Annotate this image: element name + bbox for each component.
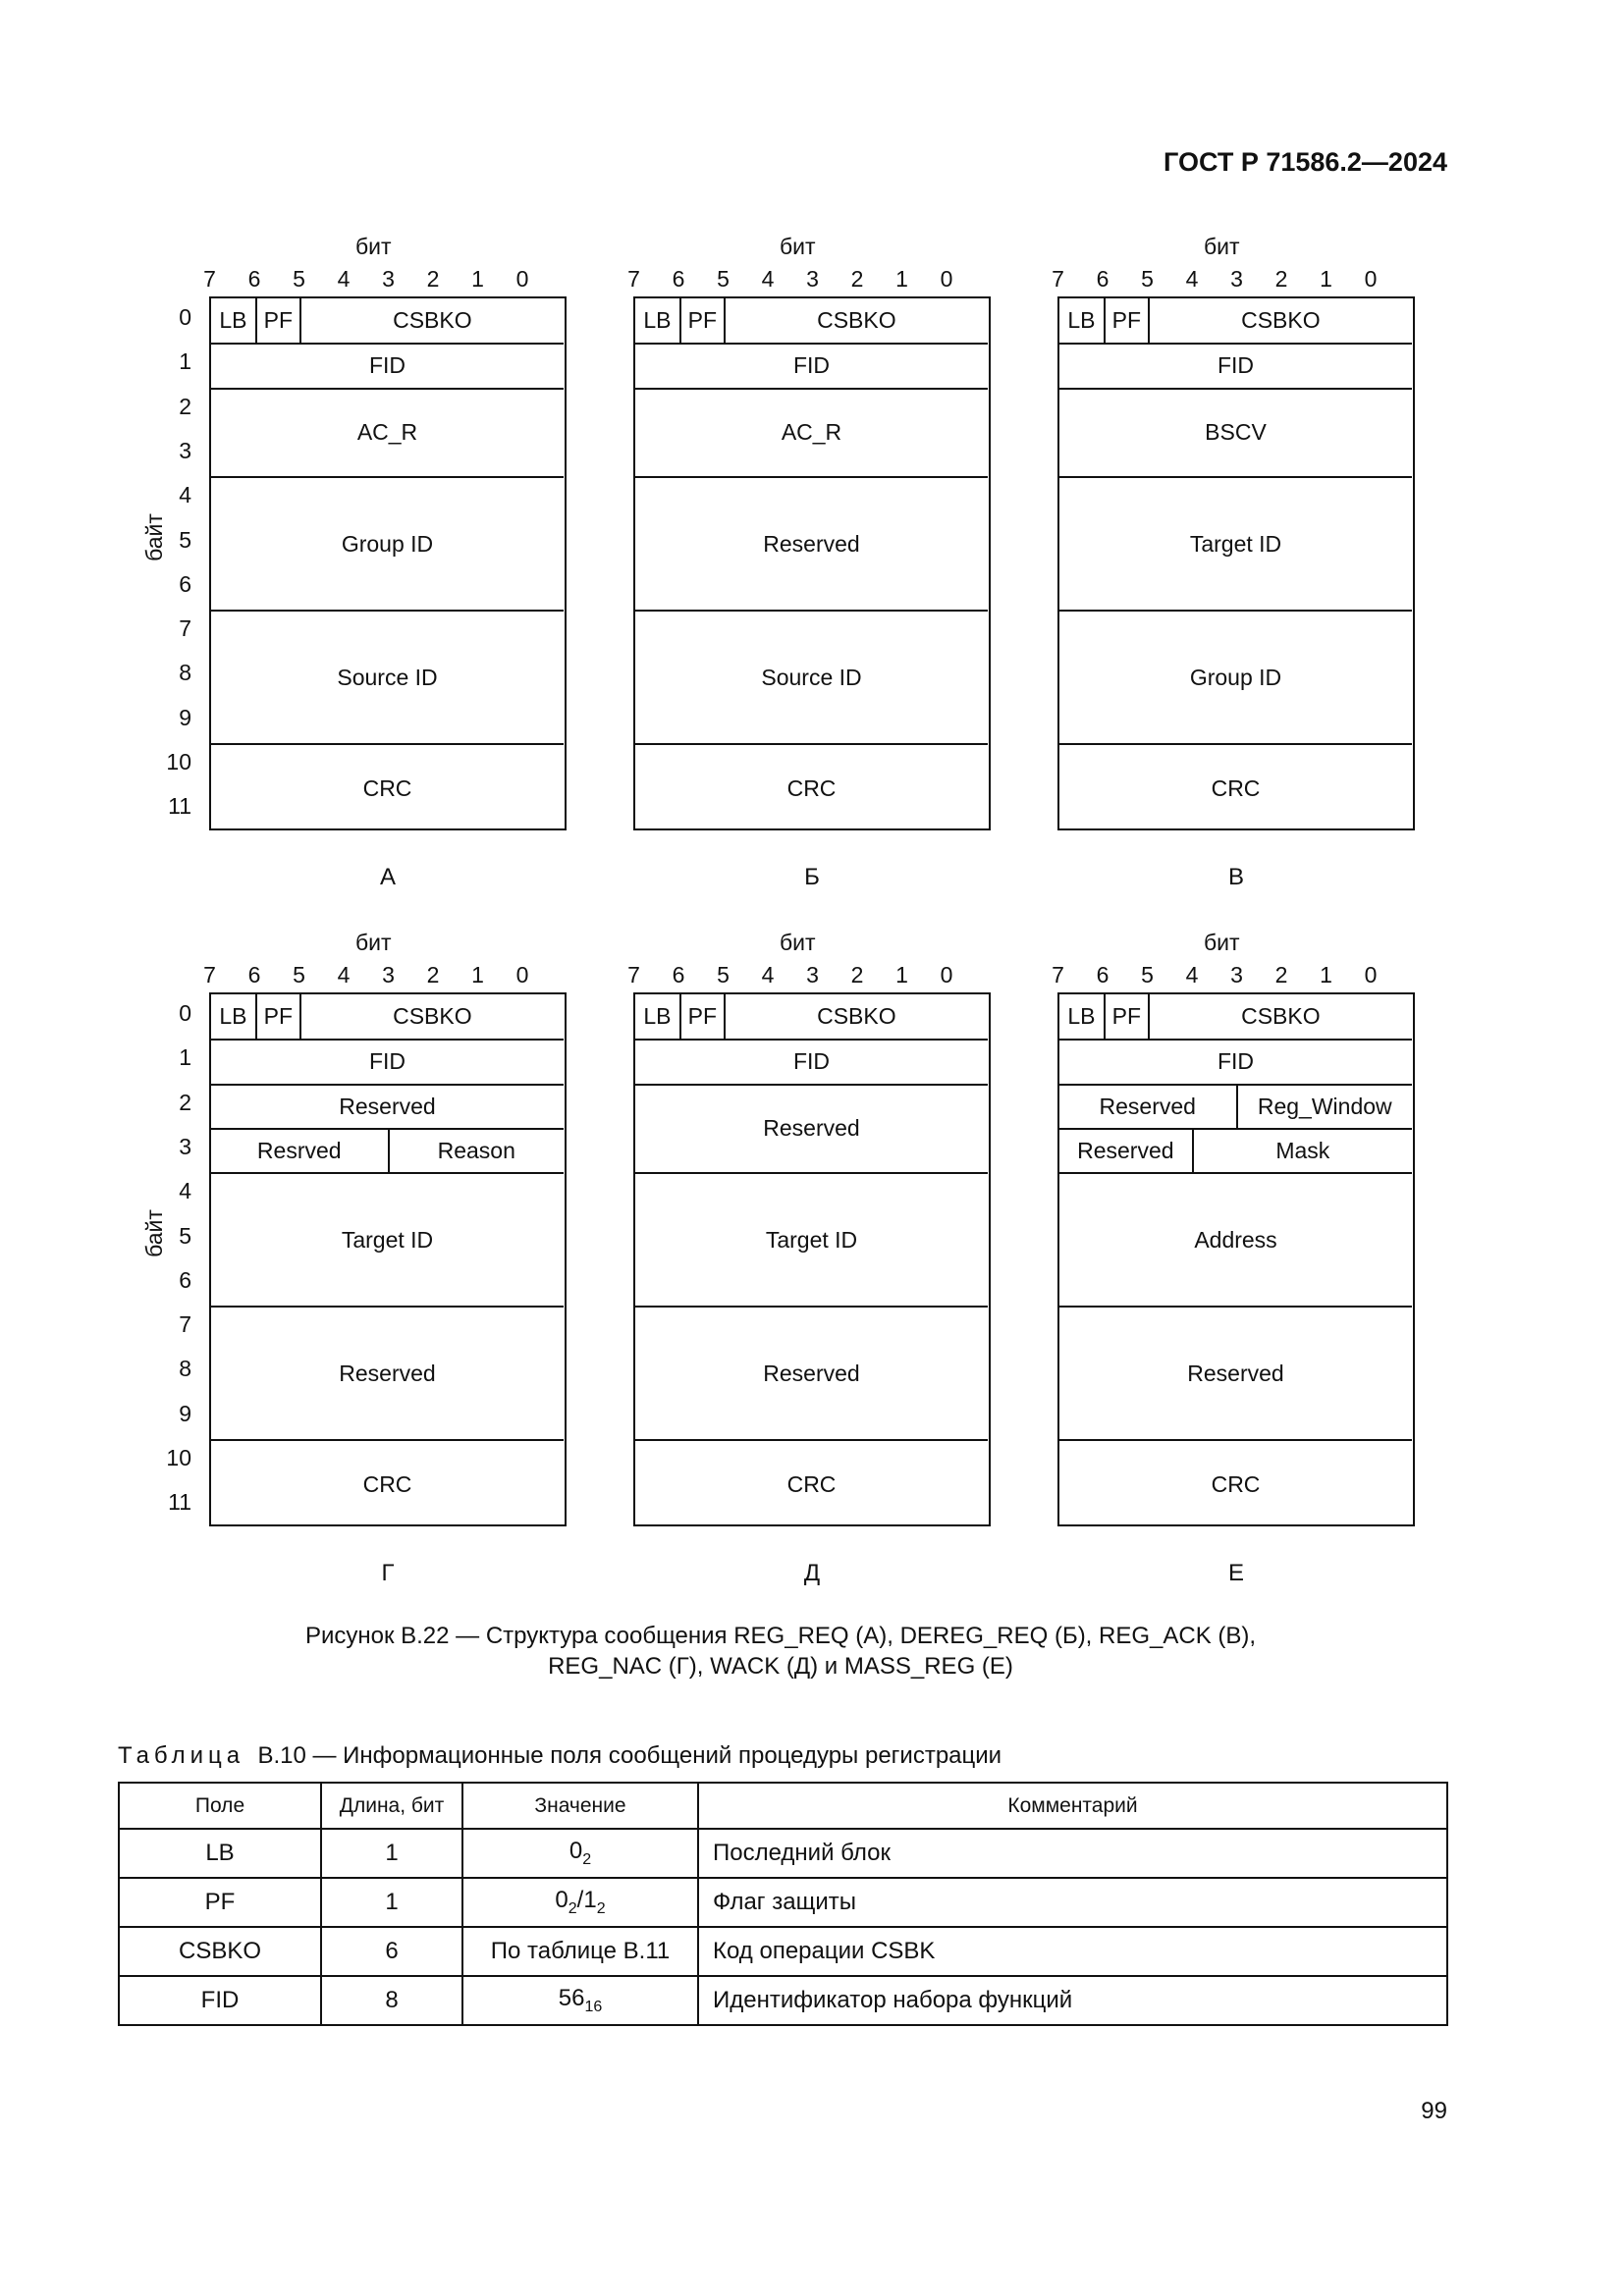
- packet-field: FID: [368, 352, 406, 379]
- figure-caption: [196, 1621, 1365, 1682]
- bit-axis-title: бит: [1204, 930, 1240, 955]
- packet-field: CRC: [362, 774, 412, 801]
- byte-number: 9: [179, 1400, 191, 1426]
- packet-field: Reserved: [339, 1093, 436, 1119]
- packet-row: [211, 743, 564, 832]
- bit-number: 0: [515, 266, 529, 292]
- bit-number: 7: [627, 266, 640, 292]
- packet-row: [635, 743, 988, 832]
- packet-field: Target ID: [341, 1226, 434, 1253]
- byte-number: 11: [168, 1489, 191, 1516]
- bit-number: 1: [471, 962, 484, 988]
- packet-field: FID: [1217, 1048, 1255, 1075]
- packet-row: [635, 1084, 988, 1173]
- packet-field: LB: [219, 1003, 247, 1030]
- bit-number: 3: [1230, 266, 1243, 292]
- packet-field: Reserved: [339, 1360, 436, 1386]
- bit-number: 7: [1052, 266, 1064, 292]
- bit-number: 7: [203, 962, 216, 988]
- bit-axis-title: бит: [780, 930, 816, 955]
- packet-field: PF: [1104, 994, 1148, 1039]
- packet-field: AC_R: [356, 419, 418, 446]
- cell-length: 1: [321, 1878, 462, 1927]
- cell-value: [462, 1878, 698, 1927]
- value-base: 1: [583, 1887, 597, 1913]
- packet-field: LB: [643, 1003, 672, 1030]
- packet-field: CSBKO: [724, 298, 988, 343]
- packet-field: Reg_Window: [1236, 1086, 1413, 1128]
- byte-number: 4: [179, 482, 191, 508]
- packet-field: CRC: [786, 774, 837, 801]
- bit-number: 5: [717, 266, 730, 292]
- bit-number: 6: [672, 962, 685, 988]
- bit-number: 7: [627, 962, 640, 988]
- bit-number: 6: [247, 266, 261, 292]
- packet-row: [1059, 476, 1412, 610]
- bit-number: 7: [203, 266, 216, 292]
- bit-number: 2: [850, 266, 864, 292]
- bit-number: 2: [426, 266, 440, 292]
- bit-number: 5: [293, 962, 305, 988]
- byte-number: 0: [179, 1000, 191, 1026]
- packet-field: AC_R: [781, 419, 842, 446]
- bit-number: 4: [761, 266, 775, 292]
- packet-structure-1: [633, 296, 991, 830]
- bit-number: 1: [471, 266, 484, 292]
- table-row: [119, 1829, 1447, 1878]
- figure-letter: Б: [804, 864, 820, 890]
- bit-axis-title: бит: [1204, 234, 1240, 259]
- packet-row: [635, 388, 988, 477]
- bit-number: 4: [1185, 266, 1199, 292]
- packet-row: [635, 1306, 988, 1439]
- packet-structure-4: [633, 992, 991, 1526]
- cell-field: PF: [119, 1878, 321, 1927]
- bit-number: 2: [426, 962, 440, 988]
- byte-number: 7: [179, 615, 191, 642]
- packet-field: Reserved: [1099, 1093, 1196, 1119]
- cell-length: 6: [321, 1927, 462, 1976]
- header-comment: Комментарий: [698, 1783, 1447, 1829]
- cell-field: CSBKO: [119, 1927, 321, 1976]
- packet-row: [1059, 1084, 1412, 1128]
- packet-field: Address: [1194, 1226, 1277, 1253]
- table-row: [119, 1976, 1447, 2025]
- registration-fields-table: [118, 1782, 1448, 2026]
- figure-letter: Г: [381, 1560, 395, 1586]
- bit-number: 5: [1141, 266, 1154, 292]
- header-length: Длина, бит: [321, 1783, 462, 1829]
- byte-number: 1: [179, 1044, 191, 1071]
- packet-row: [1059, 1439, 1412, 1528]
- bit-number: 6: [1096, 962, 1110, 988]
- packet-structure-5: [1057, 992, 1415, 1526]
- cell-value: [462, 1829, 698, 1878]
- packet-field: FID: [368, 1048, 406, 1075]
- table-caption: [118, 1742, 1001, 1770]
- packet-row: [635, 298, 988, 343]
- figure-letter: А: [379, 864, 396, 890]
- table-row: [119, 1927, 1447, 1976]
- packet-row: [1059, 610, 1412, 743]
- value-base: По таблице В.11: [490, 1938, 671, 1964]
- bit-number: 3: [806, 266, 819, 292]
- byte-number: 2: [179, 393, 191, 419]
- figure-letter: Д: [803, 1560, 821, 1586]
- bit-number: 3: [382, 962, 395, 988]
- cell-field: LB: [119, 1829, 321, 1878]
- packet-row: [635, 610, 988, 743]
- figure-letter: В: [1227, 864, 1244, 890]
- cell-comment: Код операции CSBK: [698, 1927, 1447, 1976]
- cell-field: FID: [119, 1976, 321, 2025]
- packet-field: FID: [1217, 352, 1255, 379]
- packet-row: [1059, 743, 1412, 832]
- packet-field: LB: [1067, 307, 1096, 334]
- bit-number: 0: [1364, 962, 1378, 988]
- value-subscript: 2: [582, 1851, 592, 1868]
- packet-row: [211, 1039, 564, 1083]
- bit-number: 2: [1274, 266, 1288, 292]
- bit-number: 0: [940, 962, 953, 988]
- packet-row: [211, 388, 564, 477]
- packet-row: [211, 1128, 564, 1172]
- bit-number: 5: [1141, 962, 1154, 988]
- packet-row: [635, 476, 988, 610]
- packet-field: PF: [679, 298, 724, 343]
- packet-field: PF: [1104, 298, 1148, 343]
- packet-structure-3: [209, 992, 567, 1526]
- value-base: 56: [558, 1985, 585, 2011]
- table-caption-word: Таблица: [118, 1742, 245, 1769]
- byte-number: 1: [179, 348, 191, 375]
- value-separator: /: [576, 1887, 584, 1913]
- byte-number: 3: [179, 1133, 191, 1159]
- byte-number: 5: [179, 526, 191, 553]
- cell-comment: Флаг защиты: [698, 1878, 1447, 1927]
- packet-row: [1059, 343, 1412, 387]
- packet-row: [211, 1306, 564, 1439]
- cell-value: [462, 1976, 698, 2025]
- packet-field: Reason: [388, 1130, 565, 1172]
- byte-number: 9: [179, 704, 191, 730]
- bit-number: 7: [1052, 962, 1064, 988]
- byte-number: 4: [179, 1178, 191, 1204]
- header-field: Поле: [119, 1783, 321, 1829]
- cell-length: 8: [321, 1976, 462, 2025]
- packet-row: [1059, 1306, 1412, 1439]
- bit-number: 1: [895, 962, 908, 988]
- packet-field: LB: [1067, 1003, 1096, 1030]
- document-header: ГОСТ Р 71586.2—2024: [1164, 147, 1447, 177]
- table-row: [119, 1878, 1447, 1927]
- bit-number: 3: [1230, 962, 1243, 988]
- bit-number: 3: [382, 266, 395, 292]
- packet-field: CRC: [786, 1470, 837, 1497]
- packet-field: CSBKO: [299, 298, 564, 343]
- packet-field: Reserved: [1077, 1138, 1174, 1164]
- packet-field: Target ID: [765, 1226, 858, 1253]
- packet-field: PF: [255, 994, 299, 1039]
- packet-row: [211, 343, 564, 387]
- packet-field: BSCV: [1205, 419, 1267, 446]
- packet-field: CSBKO: [299, 994, 564, 1039]
- packet-field: LB: [219, 307, 247, 334]
- byte-number: 5: [179, 1222, 191, 1249]
- packet-row: [1059, 298, 1412, 343]
- packet-row: [211, 610, 564, 743]
- bit-axis-title: бит: [355, 234, 392, 259]
- bit-number: 0: [1364, 266, 1378, 292]
- bit-number: 5: [717, 962, 730, 988]
- byte-number: 8: [179, 1356, 191, 1382]
- packet-field: FID: [792, 352, 831, 379]
- packet-field: Reserved: [763, 1360, 860, 1386]
- figure-letter: Е: [1227, 1560, 1244, 1586]
- value-base: 0: [555, 1887, 568, 1913]
- packet-row: [211, 994, 564, 1039]
- bit-number: 1: [895, 266, 908, 292]
- byte-number: 3: [179, 437, 191, 463]
- packet-row: [1059, 388, 1412, 477]
- byte-number: 10: [166, 1445, 191, 1470]
- bit-number: 4: [761, 962, 775, 988]
- packet-field: CSBKO: [1148, 298, 1412, 343]
- byte-number: 8: [179, 660, 191, 686]
- bit-number: 1: [1320, 266, 1332, 292]
- byte-number: 0: [179, 304, 191, 330]
- packet-field: Source ID: [761, 664, 862, 690]
- byte-number: 10: [166, 749, 191, 774]
- packet-field: LB: [643, 307, 672, 334]
- packet-row: [211, 476, 564, 610]
- byte-number: 2: [179, 1089, 191, 1115]
- packet-row: [211, 1172, 564, 1306]
- packet-field: PF: [255, 298, 299, 343]
- packet-structure-0: [209, 296, 567, 830]
- packet-row: [1059, 1172, 1412, 1306]
- bit-number: 4: [337, 266, 351, 292]
- byte-number: 6: [179, 1266, 191, 1293]
- packet-row: [211, 1084, 564, 1128]
- cell-comment: Идентификатор набора функций: [698, 1976, 1447, 2025]
- byte-axis-title: байт: [140, 512, 167, 561]
- packet-field: PF: [679, 994, 724, 1039]
- bit-number: 2: [850, 962, 864, 988]
- packet-row: [635, 994, 988, 1039]
- packet-row: [635, 343, 988, 387]
- table-caption-text: В.10 — Информационные поля сообщений процедуры регистрации: [257, 1742, 1002, 1769]
- packet-field: Reserved: [763, 530, 860, 557]
- byte-number: 11: [168, 793, 191, 820]
- cell-comment: Последний блок: [698, 1829, 1447, 1878]
- bit-number: 5: [293, 266, 305, 292]
- packet-row: [1059, 1128, 1412, 1172]
- byte-number: 6: [179, 570, 191, 597]
- packet-field: FID: [792, 1048, 831, 1075]
- bit-number: 3: [806, 962, 819, 988]
- packet-field: CSBKO: [1148, 994, 1412, 1039]
- bit-number: 4: [337, 962, 351, 988]
- byte-number: 7: [179, 1311, 191, 1338]
- packet-row: [1059, 1039, 1412, 1083]
- packet-field: Resrved: [256, 1138, 342, 1164]
- value-subscript: 2: [568, 1900, 577, 1917]
- value-subscript: 2: [596, 1900, 606, 1917]
- bit-axis-title: бит: [780, 234, 816, 259]
- cell-length: 1: [321, 1829, 462, 1878]
- bit-number: 0: [940, 266, 953, 292]
- bit-number: 6: [1096, 266, 1110, 292]
- packet-field: Mask: [1192, 1130, 1412, 1172]
- packet-row: [635, 1439, 988, 1528]
- packet-field: CSBKO: [724, 994, 988, 1039]
- bit-number: 0: [515, 962, 529, 988]
- table-header-row: [119, 1783, 1447, 1829]
- packet-row: [211, 1439, 564, 1528]
- byte-axis-title: байт: [140, 1208, 167, 1257]
- packet-row: [211, 298, 564, 343]
- cell-value: [462, 1927, 698, 1976]
- figure-caption-line-2: REG_NAC (Г), WACK (Д) и MASS_REG (Е): [548, 1653, 1013, 1680]
- figure-caption-line-1: Рисунок В.22 — Структура сообщения REG_REQ (А), DEREG_REQ (Б), REG_ACK (В),: [304, 1623, 1257, 1649]
- value-base: 0: [568, 1838, 583, 1864]
- value-subscript: 16: [584, 1999, 603, 2015]
- packet-field: CRC: [362, 1470, 412, 1497]
- bit-number: 2: [1274, 962, 1288, 988]
- header-value: Значение: [462, 1783, 698, 1829]
- bit-number: 6: [247, 962, 261, 988]
- bit-number: 6: [672, 266, 685, 292]
- packet-row: [1059, 994, 1412, 1039]
- bit-number: 4: [1185, 962, 1199, 988]
- packet-field: CRC: [1211, 1470, 1261, 1497]
- bit-number: 1: [1320, 962, 1332, 988]
- packet-field: Reserved: [1187, 1360, 1284, 1386]
- packet-field: Group ID: [341, 530, 434, 557]
- packet-row: [635, 1039, 988, 1083]
- packet-field: Group ID: [1189, 664, 1282, 690]
- packet-structure-2: [1057, 296, 1415, 830]
- bit-axis-title: бит: [355, 930, 392, 955]
- packet-field: CRC: [1211, 774, 1261, 801]
- packet-field: Reserved: [763, 1115, 860, 1142]
- page-number: 99: [1421, 2098, 1447, 2124]
- packet-field: Source ID: [337, 664, 438, 690]
- packet-field: Target ID: [1189, 530, 1282, 557]
- packet-row: [635, 1172, 988, 1306]
